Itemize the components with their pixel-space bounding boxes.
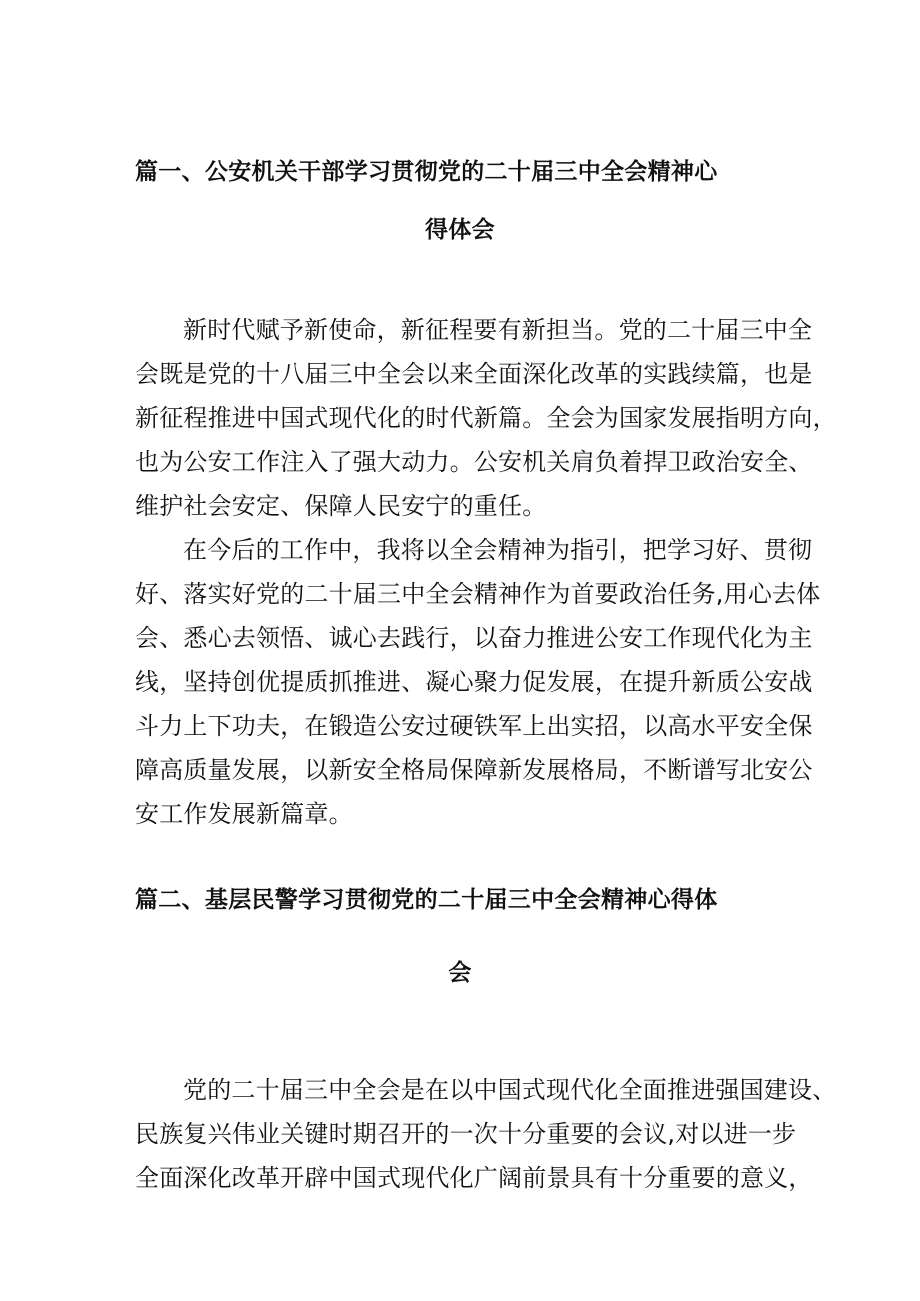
section-1-title-line-2: 得体会 (425, 217, 495, 243)
paragraph-line: 线，坚持创优提质抓推进、凝心聚力促发展，在提升新质公安战 (135, 668, 813, 696)
paragraph-line: 全面深化改革开辟中国式现代化广阔前景具有十分重要的意义， (135, 1164, 813, 1192)
paragraph-line: 会既是党的十八届三中全会以来全面深化改革的实践续篇，也是 (135, 360, 813, 388)
paragraph-line: 新时代赋予新使命，新征程要有新担当。党的二十届三中全 (183, 316, 813, 344)
section-2-title-line-2: 会 (448, 960, 472, 986)
paragraph-line: 好、落实好党的二十届三中全会精神作为首要政治任务,用心去体 (135, 580, 821, 608)
paragraph-line: 在今后的工作中，我将以全会精神为指引，把学习好、贯彻 (183, 536, 813, 564)
paragraph-line: 会、悉心去领悟、诚心去践行，以奋力推进公安工作现代化为主 (135, 624, 813, 652)
paragraph-line: 新征程推进中国式现代化的时代新篇。全会为国家发展指明方向， (135, 404, 837, 432)
section-2-title-line-1: 篇二、基层民警学习贯彻党的二十届三中全会精神心得体 (135, 887, 718, 913)
paragraph-line: 维护社会安定、保障人民安宁的重任。 (135, 492, 547, 520)
paragraph-line: 民族复兴伟业关键时期召开的一次十分重要的会议,对以进一步 (135, 1120, 797, 1148)
paragraph-line: 安工作发展新篇章。 (135, 800, 353, 828)
paragraph-line: 斗力上下功夫，在锻造公安过硬铁军上出实招，以高水平安全保 (135, 712, 813, 740)
paragraph-line: 也为公安工作注入了强大动力。公安机关肩负着捍卫政治安全、 (135, 448, 813, 476)
section-1-title-line-1: 篇一、公安机关干部学习贯彻党的二十届三中全会精神心 (135, 159, 718, 185)
paragraph-line: 党的二十届三中全会是在以中国式现代化全面推进强国建设、 (183, 1076, 837, 1104)
paragraph-line: 障高质量发展，以新安全格局保障新发展格局，不断谱写北安公 (135, 756, 813, 784)
